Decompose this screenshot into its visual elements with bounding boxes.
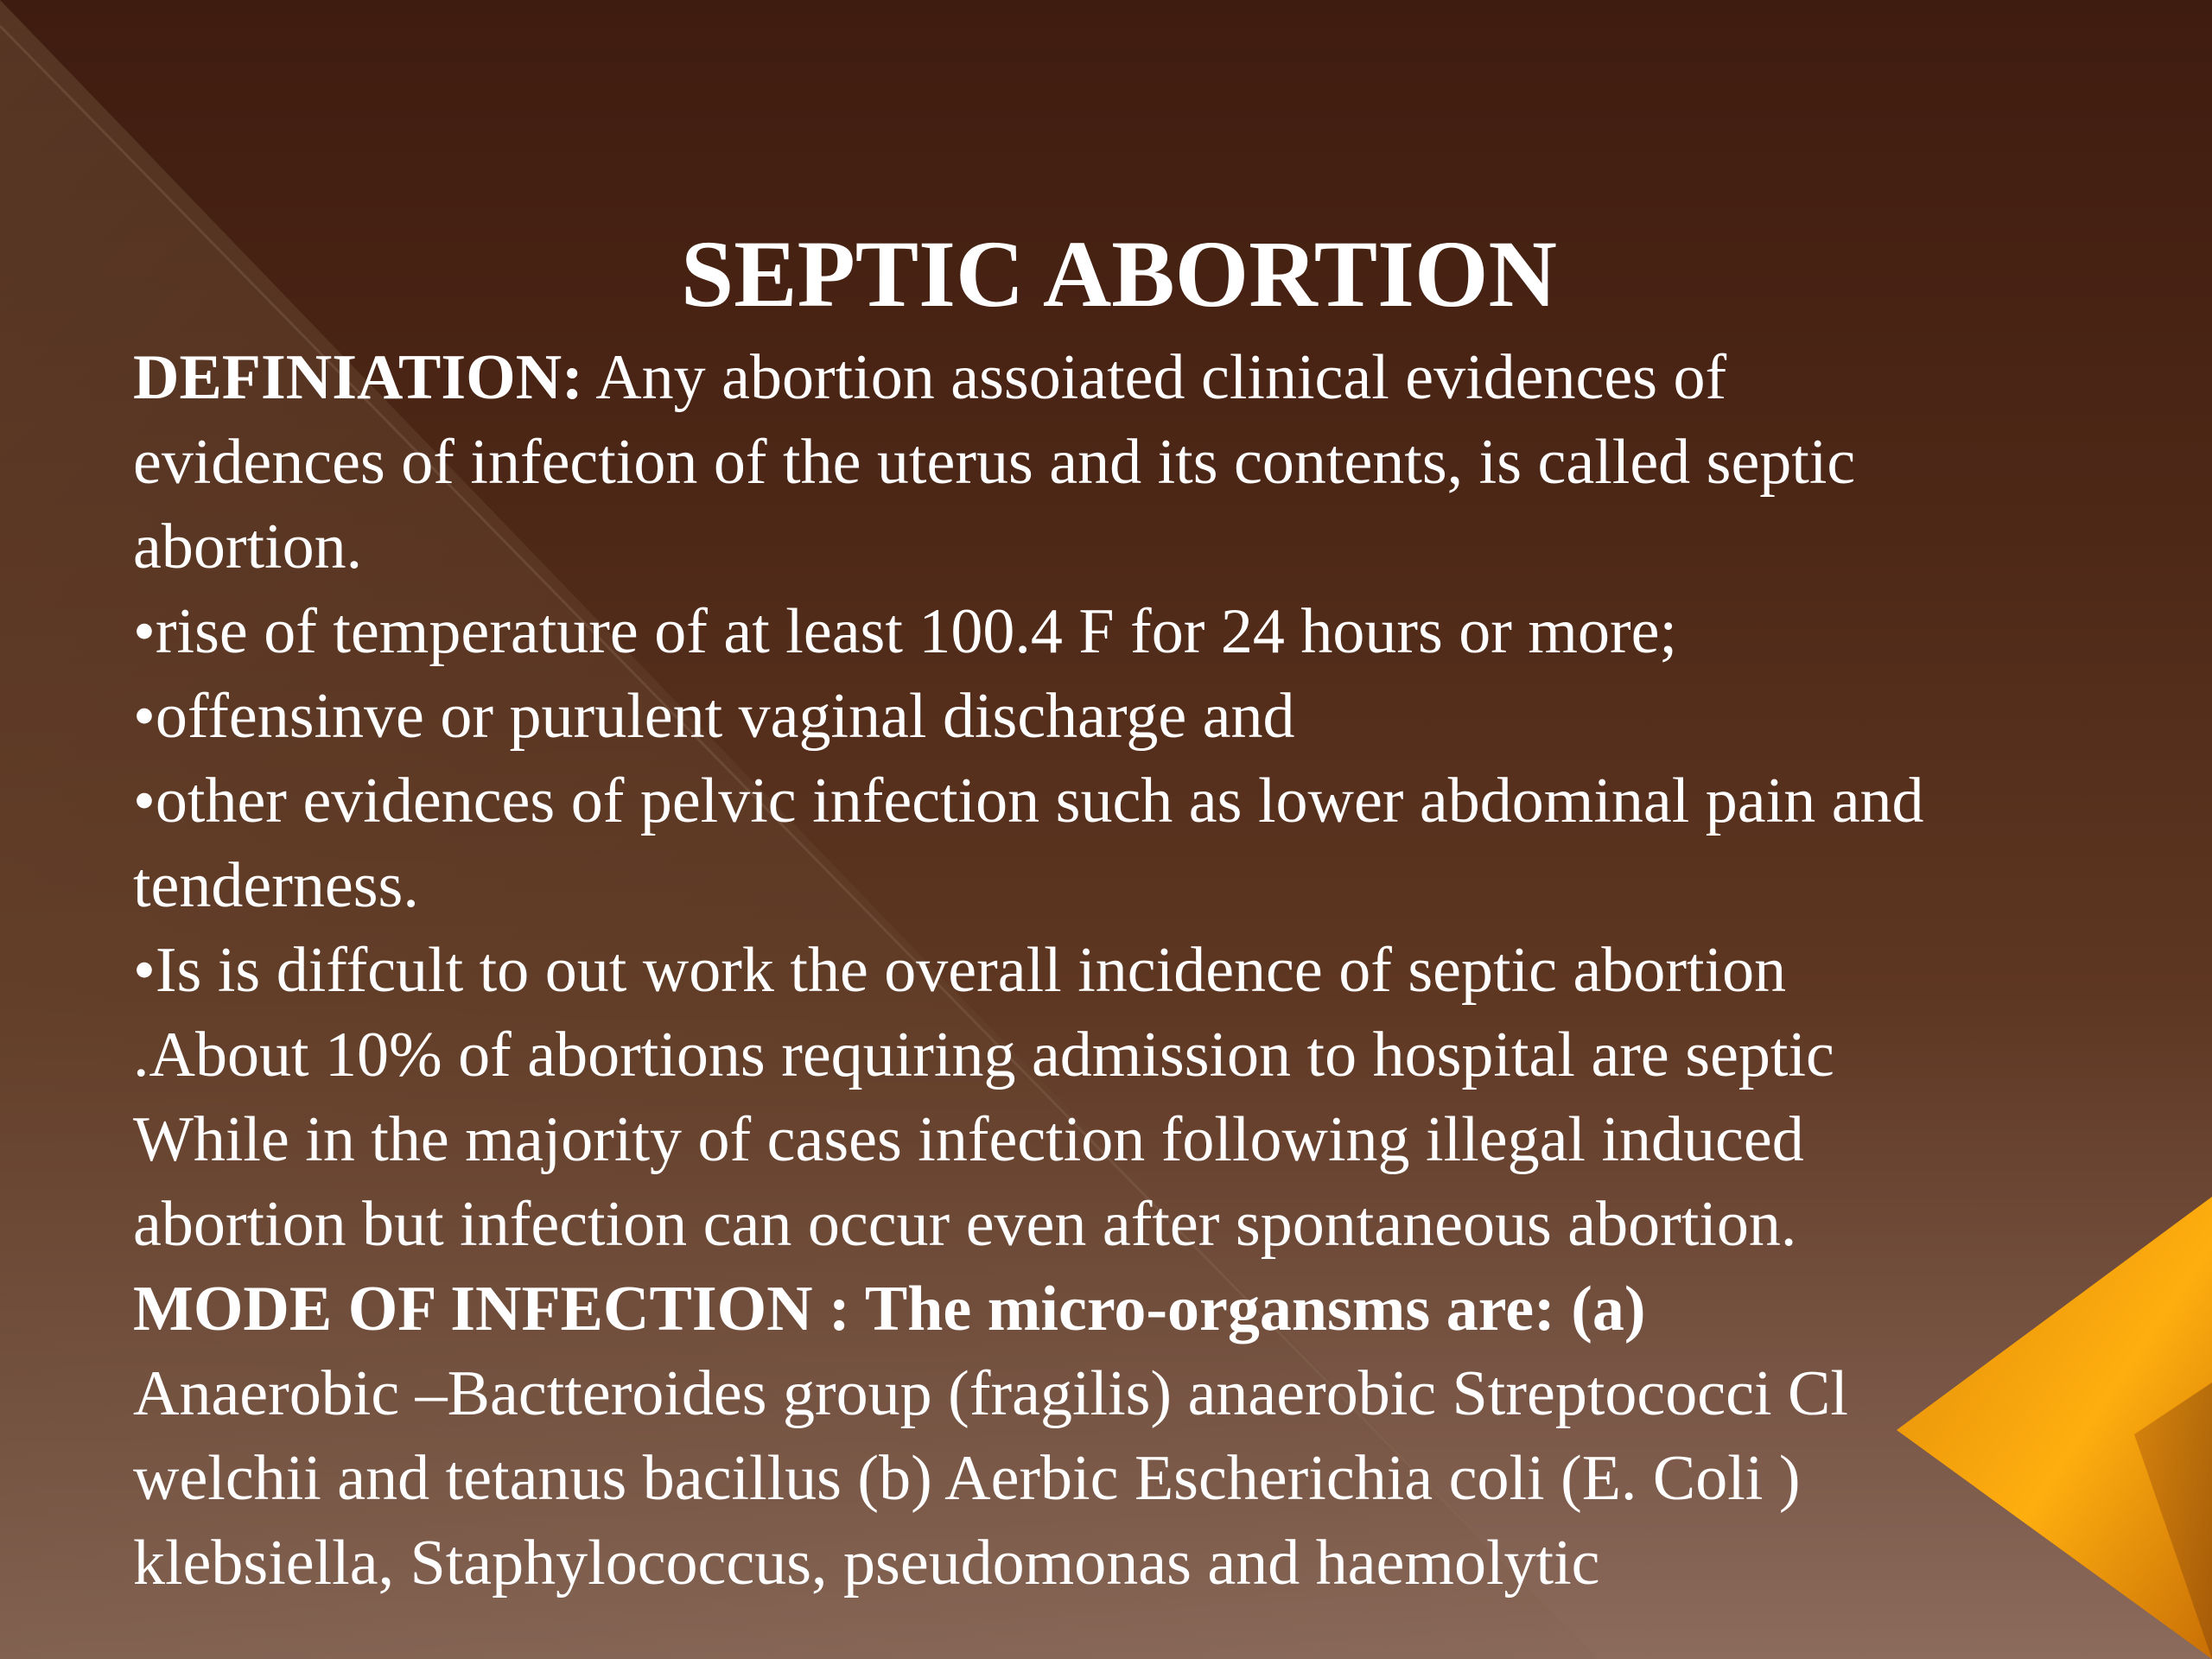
bullet-pelvic-infection-2: tenderness. <box>133 850 419 921</box>
definition-label: DEFINIATION: <box>133 342 583 413</box>
bullet-incidence-3: While in the majority of cases infection following illegal induced <box>133 1104 1804 1175</box>
bullet-temperature: •rise of temperature of at least 100.4 F for 24 hours or more; <box>133 596 1678 667</box>
slide-title: SEPTIC ABORTION <box>681 221 1557 327</box>
bullet-pelvic-infection-1: •other evidences of pelvic infection such as lower abdominal pain and <box>133 766 1924 836</box>
mode-of-infection-line-3: welchii and tetanus bacillus (b) Aerbic Escherichia coli (E. Coli ) <box>133 1443 1801 1514</box>
bullet-incidence-2: .About 10% of abortions requiring admission to hospital are septic <box>133 1020 1834 1090</box>
mode-of-infection-heading: MODE OF INFECTION : The micro-organsms are: (a) <box>133 1274 1646 1344</box>
definition-line-3: abortion. <box>133 512 363 582</box>
slide-body <box>133 335 2146 1605</box>
definition-line-2: evidences of infection of the uterus and its contents, is called septic <box>133 427 1856 498</box>
definition-line-1 <box>133 335 2146 420</box>
mode-of-infection-line-2: Anaerobic –Bactteroides group (fragilis) anaerobic Streptococci Cl <box>133 1358 1848 1429</box>
bullet-incidence-1: •Is is diffcult to out work the overall incidence of septic abortion <box>133 935 1787 1006</box>
bullet-discharge: •offensinve or purulent vaginal discharge and <box>133 681 1295 752</box>
definition-text: Any abortion assoiated clinical evidences of <box>582 342 1727 413</box>
bullet-incidence-4: abortion but infection can occur even after spontaneous abortion. <box>133 1189 1797 1260</box>
mode-of-infection-line-4: klebsiella, Staphylococcus, pseudomonas and haemolytic <box>133 1528 1600 1599</box>
